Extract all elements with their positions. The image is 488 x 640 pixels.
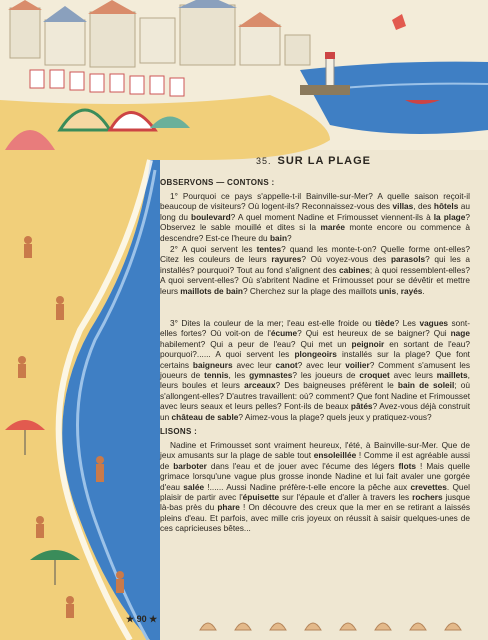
key-word: boulevard <box>191 211 231 222</box>
text-run: ; à quoi ressemblent-elles? A quoi servent-elles? Où s'abritent Nadine et Frimousset pour se dévêtir et mettre leurs <box>160 264 470 296</box>
text-run: , des <box>413 201 434 212</box>
key-word: crevettes <box>410 481 447 492</box>
observons-para-3 <box>160 318 470 422</box>
key-word: salée <box>183 481 205 492</box>
text-run: ? quand les monte-t-on? Quelle forme ont-elles? Citez les couleurs de leurs <box>160 244 470 265</box>
text-run: ; où s'allongent-elles? D'autres travaillent: où? comment? Que font Nadine et Frimousset avec leurs seaux et leurs pelles? Font-ils de beaux <box>160 380 470 412</box>
key-word: pâtés <box>350 401 373 412</box>
text-run: ! Comme il est agréable aussi de <box>160 450 470 471</box>
text-run: , <box>396 285 401 296</box>
key-word: bain de soleil <box>397 380 455 391</box>
text-run: ? Avez-vous déjà construit un <box>160 401 471 422</box>
key-word: baigneurs <box>192 359 233 370</box>
key-word: phare <box>217 502 240 513</box>
text-run: avec leur <box>232 359 276 370</box>
key-word: barboter <box>173 460 207 471</box>
text-run: ? A quel moment Nadine et Frimousset viennent-ils à <box>230 211 434 222</box>
key-word: cabines <box>338 264 370 275</box>
text-run: sur l'épaule et d'aller à travers les <box>279 492 413 503</box>
text-run: ? avec leur <box>297 359 346 370</box>
page-number: ★ 90 ★ <box>126 614 158 624</box>
text-run: ! On découvre des creux que la mer en se retirant a laissés pleins d'eau. Et parfois, avec mille cris joyeux on réussit à saisir quelques-unes de ces capricieuses bêtes... <box>160 502 470 534</box>
text-run: habilement? Qui a peur de l'eau? Qui met un <box>160 338 352 349</box>
key-word: maillets <box>436 370 468 381</box>
text-run: installés sur la plage? Que font certains <box>160 349 470 370</box>
text-run: . Quel plaisir de partir avec l' <box>160 481 470 503</box>
key-word: rayures <box>271 254 302 265</box>
key-word: arceaux <box>244 380 276 391</box>
key-word: voilier <box>345 359 370 370</box>
lisons-heading: LISONS : <box>160 427 198 436</box>
text-run: ? Comment s'amusent les joueurs de <box>160 359 471 381</box>
key-word: parasols <box>390 254 426 265</box>
text-run: !...... Aussi Nadine préfère-t-elle encore la pêche aux <box>204 481 411 492</box>
key-word: tennis <box>204 370 229 381</box>
observons-para-1 <box>160 191 470 243</box>
key-word: la plage <box>433 211 466 222</box>
key-word: nage <box>450 328 470 339</box>
text-run: jusque là-bas près du <box>160 492 470 513</box>
text-run: en sortant de l'eau? pourquoi?...... A quoi servent les <box>160 338 470 360</box>
text-run: . <box>422 285 425 296</box>
text-run: ? Cherchez sur la plage des maillots <box>243 285 380 296</box>
text-run: ? Des baigneuses préfèrent le <box>275 380 398 391</box>
text-run: sont-elles fortes? Où voit-on de l' <box>160 318 470 339</box>
text-run: ? les joueurs de <box>292 370 360 381</box>
lisons-paragraph <box>160 440 470 534</box>
key-word: peignoir <box>351 338 385 349</box>
text-run: , leurs boules et leurs <box>160 370 470 391</box>
key-word: villas <box>392 201 414 212</box>
key-word: vagues <box>419 318 449 328</box>
key-word: canot <box>275 359 298 370</box>
observons-heading: OBSERVONS — CONTONS : <box>160 178 275 187</box>
text-run: ? qui les a installés? pourquoi? Tout au fond s'alignent des <box>160 254 470 275</box>
text-run: au long du <box>160 201 470 222</box>
key-word: bain <box>269 232 288 243</box>
key-word: maillots de bain <box>180 285 243 296</box>
key-word: gymnastes <box>249 370 293 381</box>
text-run: ! Mais quelle grimace lorsqu'une vague plus grosse inonde Nadine et lui fait avaler une gorgée d'eau <box>160 460 470 492</box>
text-run: avec leurs <box>389 370 437 381</box>
key-word: flots <box>398 460 417 471</box>
key-word: marée <box>320 222 345 233</box>
text-run: ? Observez le sable mouillé et dites si la <box>160 211 470 233</box>
text-run: ? Aimez-vous la plage? quels jeux y pratiquez-vous? <box>238 411 432 422</box>
text-run: Nadine et Frimousset sont vraiment heureux, l'été, à Bainville-sur-Mer. Que de jeux amusants sur la plage de sable tout <box>160 440 470 461</box>
lesson-number: 35. <box>256 156 272 166</box>
key-word: tiède <box>375 318 395 328</box>
key-word: rayés <box>400 285 423 296</box>
key-word: hôtels <box>433 201 459 212</box>
text-run: dans l'eau et de jouer avec l'écume des légers <box>206 460 399 471</box>
text-run: , les <box>228 370 250 381</box>
key-word: épuisette <box>242 492 280 503</box>
text-run: 2° A quoi servent les <box>170 244 257 254</box>
text-run: monte encore ou commence à descendre? Est-ce l'heure du <box>160 222 471 243</box>
key-word: croquet <box>359 370 390 381</box>
observons-para-2 <box>160 244 470 296</box>
text-run: ? <box>287 232 292 243</box>
key-word: tentes <box>256 244 282 254</box>
text-run: 1° Pourquoi ce pays s'appelle-t-il Bainville-sur-Mer? A quelle saison reçoit-il beaucoup de visiteurs? Où logent-ils? Reconnaissez-vous des <box>160 191 470 212</box>
key-word: ensoleillée <box>313 450 357 461</box>
text-run: ? Où voyez-vous des <box>301 254 391 265</box>
key-word: rochers <box>412 492 443 503</box>
text-run: ? Qui est heureux de se baigner? Qui <box>297 328 451 339</box>
key-word: unis <box>379 285 397 296</box>
key-word: écume <box>270 328 298 339</box>
key-word: plongeoirs <box>294 349 337 360</box>
shells-border <box>200 623 461 630</box>
text-run: 3° Dites la couleur de la mer; l'eau est-elle froide ou <box>170 318 376 328</box>
key-word: château de sable <box>171 411 239 422</box>
text-run: ? Les <box>394 318 420 328</box>
lesson-title-text: SUR LA PLAGE <box>277 155 372 167</box>
lesson-title <box>256 155 371 167</box>
